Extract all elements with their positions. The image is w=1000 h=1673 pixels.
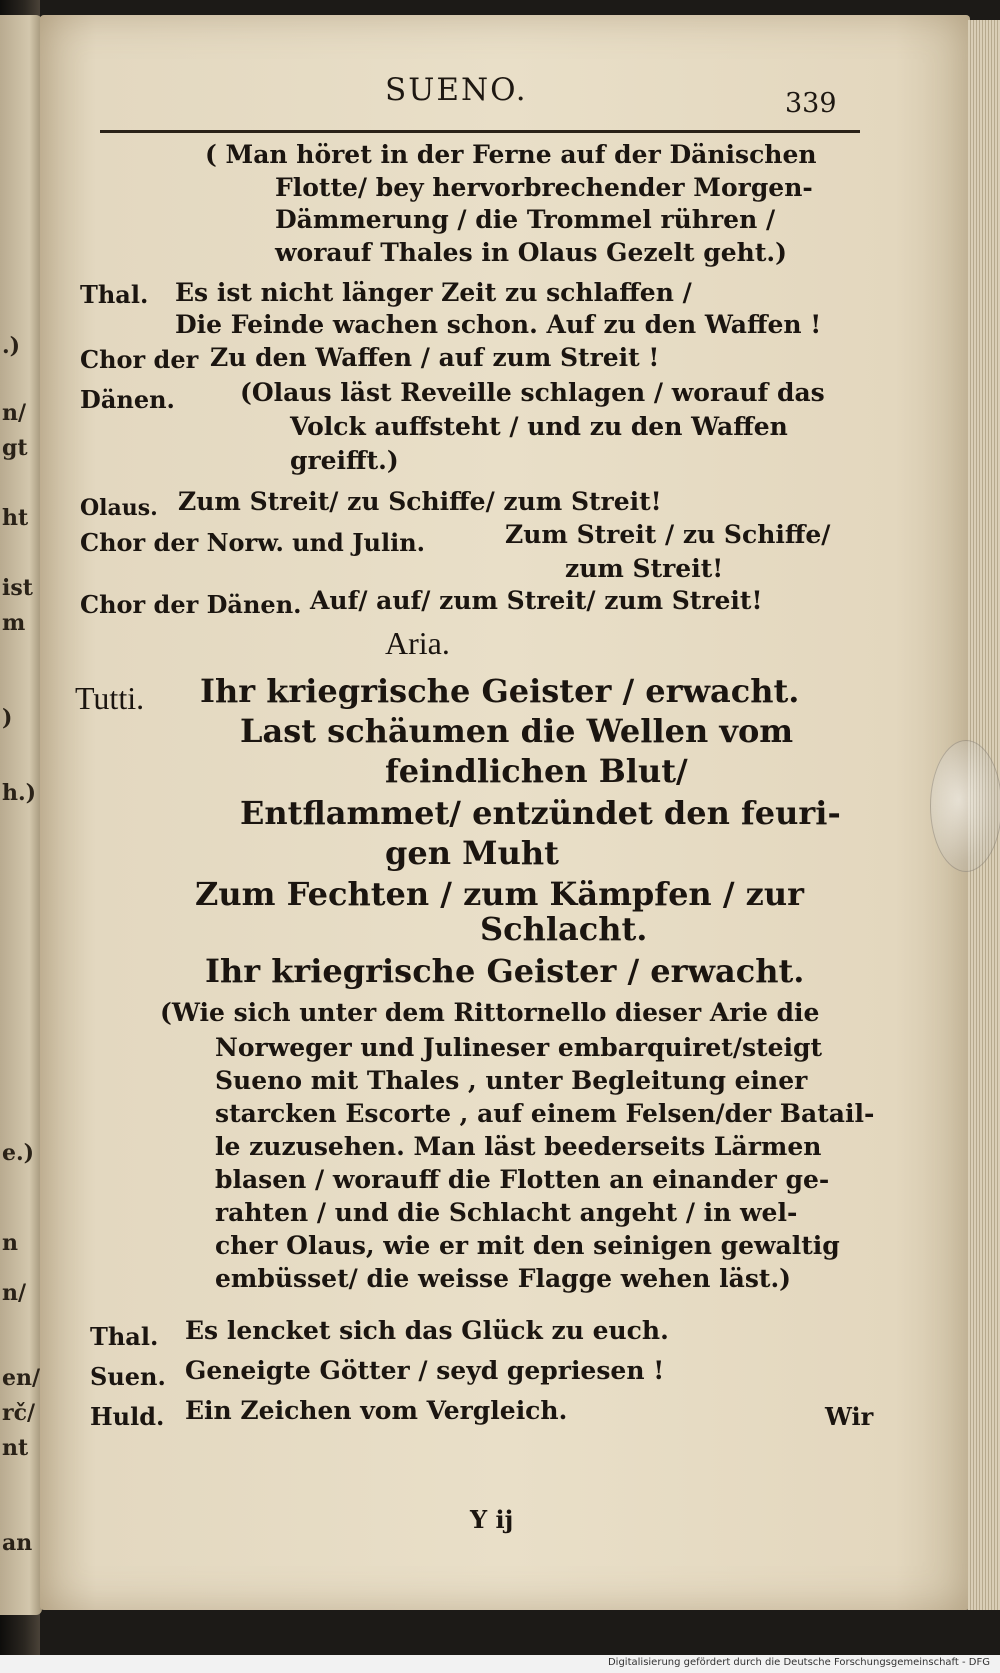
- stage-direction-line: le zuzusehen. Man läst beederseits Lärmen: [215, 1132, 822, 1161]
- prev-page-glyph: ist: [2, 575, 33, 601]
- prev-page-glyph: rč/: [2, 1400, 36, 1426]
- signature-mark: Y ij: [470, 1505, 514, 1534]
- prev-page-glyph: ht: [2, 505, 29, 531]
- aria-line: Ihr kriegrische Geister / erwacht.: [200, 672, 800, 710]
- stage-direction-line: rahten / und die Schlacht angeht / in wel-: [215, 1198, 798, 1227]
- stage-direction-line: starcken Escorte , auf einem Felsen/der Batail-: [215, 1099, 875, 1128]
- previous-page-edge: [0, 15, 42, 1615]
- running-head: SUENO.: [385, 72, 528, 108]
- speaker-label: Suen.: [90, 1362, 166, 1391]
- verse-line: Zum Streit/ zu Schiffe/ zum Streit!: [178, 487, 662, 516]
- page-number: 339: [785, 88, 837, 119]
- aria-heading: Aria.: [385, 625, 450, 661]
- prev-page-glyph: m: [2, 610, 26, 636]
- speaker-label: Huld.: [90, 1402, 165, 1431]
- verse-line: Zu den Waffen / auf zum Streit !: [210, 343, 660, 372]
- stage-direction-line: worauf Thales in Olaus Gezelt geht.): [275, 238, 787, 267]
- verse-line: Geneigte Götter / seyd gepriesen !: [185, 1356, 665, 1385]
- speaker-label: Thal.: [80, 280, 149, 309]
- prev-page-glyph: gt: [2, 435, 28, 461]
- prev-page-glyph: n/: [2, 1280, 27, 1306]
- speaker-label: Thal.: [90, 1322, 159, 1351]
- aria-line: Zum Fechten / zum Kämpfen / zur: [195, 875, 804, 913]
- stage-direction-line: cher Olaus, wie er mit den seinigen gewaltig: [215, 1231, 840, 1260]
- stage-direction-line: Norweger und Julineser embarquiret/steigt: [215, 1033, 823, 1062]
- paper-clip: [930, 740, 1000, 872]
- stage-direction-line: Volck auffsteht / und zu den Waffen: [290, 412, 788, 441]
- verse-line: Es lencket sich das Glück zu euch.: [185, 1316, 669, 1345]
- verse-line: Es ist nicht länger Zeit zu schlaffen /: [175, 278, 692, 307]
- prev-page-glyph: h.): [2, 780, 37, 806]
- stage-direction-line: ( Man höret in der Ferne auf der Dänischen: [205, 140, 817, 169]
- aria-line: Ihr kriegrische Geister / erwacht.: [205, 952, 805, 990]
- prev-page-glyph: ): [2, 705, 13, 731]
- aria-line: Entflammet/ entzündet den feuri-: [240, 794, 841, 832]
- aria-line: Schlacht.: [480, 910, 648, 948]
- speaker-label: Chor der: [80, 345, 199, 374]
- speaker-label: Chor der Dänen.: [80, 590, 302, 619]
- prev-page-glyph: nt: [2, 1435, 29, 1461]
- stage-direction-line: embüsset/ die weisse Flagge wehen läst.): [215, 1264, 791, 1293]
- verse-line: Ein Zeichen vom Vergleich.: [185, 1396, 568, 1425]
- verse-line: zum Streit!: [565, 554, 724, 583]
- aria-line: Last schäumen die Wellen vom: [240, 712, 794, 750]
- prev-page-glyph: .): [2, 333, 21, 359]
- stage-direction-line: Flotte/ bey hervorbrechender Morgen-: [275, 173, 813, 202]
- speaker-label: Tutti.: [75, 680, 145, 716]
- stage-direction-line: (Olaus läst Reveille schlagen / worauf das: [240, 378, 825, 407]
- stage-direction-line: greifft.): [290, 446, 399, 475]
- prev-page-glyph: an: [2, 1530, 33, 1556]
- prev-page-glyph: n/: [2, 400, 27, 426]
- prev-page-glyph: e.): [2, 1140, 35, 1166]
- stage-direction-line: (Wie sich unter dem Rittornello dieser Arie die: [160, 998, 820, 1027]
- stage-direction-line: blasen / worauff die Flotten an einander ge-: [215, 1165, 830, 1194]
- speaker-label: Olaus.: [80, 495, 158, 521]
- aria-line: gen Muht: [385, 834, 559, 872]
- speaker-label: Chor der Norw. und Julin.: [80, 528, 426, 557]
- prev-page-glyph: n: [2, 1230, 18, 1256]
- prev-page-glyph: en/: [2, 1365, 41, 1391]
- verse-line: Auf/ auf/ zum Streit/ zum Streit!: [310, 586, 763, 615]
- verse-line: Die Feinde wachen schon. Auf zu den Waffen !: [175, 310, 822, 339]
- aria-line: feindlichen Blut/: [385, 752, 688, 790]
- catchword: Wir: [825, 1402, 874, 1431]
- verse-line: Zum Streit / zu Schiffe/: [505, 520, 831, 549]
- stage-direction-line: Sueno mit Thales , unter Begleitung einer: [215, 1066, 808, 1095]
- stage-direction-line: Dämmerung / die Trommel rühren /: [275, 205, 776, 234]
- footer-credit: Digitalisierung gefördert durch die Deutsche Forschungsgemeinschaft - DFG: [607, 1657, 990, 1668]
- header-rule: [100, 130, 860, 133]
- speaker-label: Dänen.: [80, 385, 175, 414]
